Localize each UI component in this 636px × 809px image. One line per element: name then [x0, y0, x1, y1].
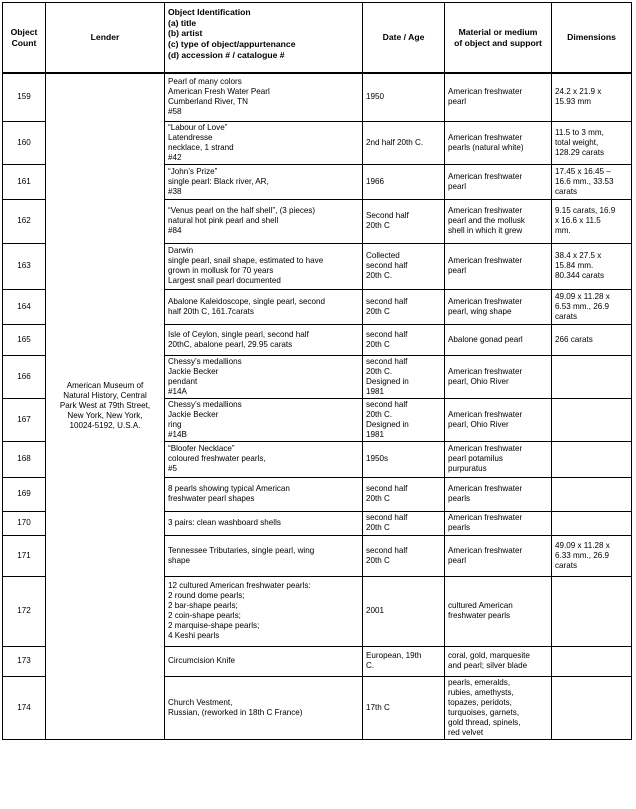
date-line: 20th C. [366, 271, 393, 280]
dimensions-line: carats [555, 186, 578, 196]
material-cell [445, 73, 552, 121]
object-identification-cell [165, 511, 363, 535]
ident-line: “John’s Prize” [168, 166, 218, 176]
material-line: rubies, amethysts, [448, 687, 514, 697]
material-line: American freshwater [448, 171, 523, 181]
material-cell [445, 289, 552, 324]
material-line: American freshwater [448, 513, 523, 522]
object-count-cell: 173 [3, 646, 46, 676]
material-line: pearls [448, 523, 471, 532]
lender-line: Natural History, Central [63, 391, 147, 401]
ident-line: 2 marquise-shape pearls; [168, 621, 260, 630]
date-age-cell [363, 289, 445, 324]
date-line: Collected [366, 251, 400, 260]
ident-line: coloured freshwater pearls, [168, 454, 266, 463]
object-identification-cell [165, 398, 363, 441]
ident-line: grown in mollusk for 70 years [168, 266, 274, 275]
dimensions-cell [552, 164, 632, 199]
header-line: (c) type of object/appurtenance [168, 39, 296, 50]
material-line: Abalone gonad pearl [448, 334, 523, 344]
lender-line: New York, New York, [67, 411, 143, 421]
object-identification-cell [165, 355, 363, 398]
material-cell [445, 121, 552, 164]
table-row [3, 73, 632, 121]
object-identification-cell [165, 164, 363, 199]
header-line: Object Identification [168, 7, 251, 17]
date-line: 17th C [366, 702, 390, 712]
date-line: 20th C. [366, 366, 393, 376]
dimensions-line: 24.2 x 21.9 x [555, 87, 602, 97]
lender-line: Park West at 79th Street, [59, 401, 151, 411]
date-line: European, 19th [366, 651, 422, 660]
object-identification-cell [165, 199, 363, 243]
object-identification-cell [165, 121, 363, 164]
header-line: (a) title [168, 17, 197, 28]
date-line: 1981 [366, 386, 385, 396]
material-cell [445, 676, 552, 739]
date-line: second half [366, 399, 408, 409]
object-count-cell: 169 [3, 477, 46, 511]
header-date-age: Date / Age [363, 3, 445, 74]
material-line: cultured American [448, 601, 513, 610]
object-count-cell: 162 [3, 199, 46, 243]
material-cell [445, 355, 552, 398]
material-line: pearls, emeralds, [448, 677, 511, 687]
ident-line: single pearl: Black river, AR, [168, 176, 269, 186]
date-line: 20th C [366, 555, 390, 565]
date-line: 1966 [366, 176, 385, 186]
dimensions-cell [552, 73, 632, 121]
header-line: of object and support [454, 37, 542, 48]
header-material [445, 3, 552, 74]
date-line: 20th C. [366, 409, 393, 419]
dimensions-line: 15.84 mm. [555, 261, 594, 270]
ident-line: 2 round dome pearls; [168, 591, 245, 600]
header-object-identification [165, 3, 363, 74]
dimensions-cell [552, 576, 632, 646]
material-line: purpuratus [448, 464, 487, 473]
material-cell [445, 398, 552, 441]
ident-line: #5 [168, 464, 178, 473]
material-line: shell in which it grew [448, 226, 523, 235]
dimensions-line: 9.15 carats, 16.9 [555, 206, 616, 215]
dimensions-line: carats [555, 560, 578, 570]
object-identification-cell [165, 676, 363, 739]
dimensions-cell [552, 676, 632, 739]
material-line: pearl potamilus [448, 454, 503, 463]
date-age-cell [363, 398, 445, 441]
header-row [3, 3, 632, 74]
ident-line: shape [168, 555, 191, 565]
date-line: second half [366, 484, 408, 493]
ident-line: pendant [168, 376, 198, 386]
ident-line: Largest snail pearl documented [168, 276, 281, 285]
dimensions-line: 38.4 x 27.5 x [555, 251, 602, 260]
date-age-cell [363, 121, 445, 164]
material-line: turquoises, garnets, [448, 707, 520, 717]
dimensions-line: 11.5 to 3 mm, [555, 127, 604, 137]
header-dimensions: Dimensions [552, 3, 632, 74]
dimensions-line: 128.29 carats [555, 147, 605, 157]
date-age-cell [363, 355, 445, 398]
ident-line: 2 coin-shape pearls; [168, 611, 241, 620]
object-count-cell: 172 [3, 576, 46, 646]
ident-line: half 20th C, 161.7carats [168, 306, 254, 316]
material-line: American freshwater [448, 366, 523, 376]
date-line: 2001 [366, 606, 385, 615]
material-line: pearl, Ohio River [448, 419, 509, 429]
material-line: coral, gold, marquesite [448, 651, 530, 660]
ident-line: 3 pairs: clean washboard shells [168, 518, 281, 527]
object-identification-cell [165, 576, 363, 646]
material-line: American freshwater [448, 206, 523, 215]
object-identification-cell [165, 646, 363, 676]
dimensions-cell [552, 511, 632, 535]
date-line: second half [366, 329, 408, 339]
material-line: and pearl; silver blade [448, 661, 528, 670]
ident-line: Tennessee Tributaries, single pearl, wing [168, 545, 315, 555]
dimensions-line: carats [555, 311, 578, 321]
lender-line: American Museum of [66, 381, 144, 391]
dimensions-cell [552, 121, 632, 164]
lender-cell [46, 73, 165, 739]
material-line: pearl [448, 97, 466, 107]
material-line: pearl, Ohio River [448, 376, 509, 386]
material-line: American freshwater [448, 444, 523, 453]
material-line: pearl, wing shape [448, 306, 512, 316]
header-line: Material or medium [458, 26, 538, 37]
header-object-count: Object Count [3, 3, 46, 74]
dimensions-line: 17.45 x 16.45 – [555, 166, 611, 176]
ident-line: Darwin [168, 246, 194, 255]
ident-line: Cumberland River, TN [168, 97, 248, 107]
ident-line: Abalone Kaleidoscope, single pearl, second [168, 296, 326, 306]
ident-line: #42 [168, 152, 182, 162]
date-age-cell [363, 164, 445, 199]
material-cell [445, 646, 552, 676]
date-age-cell [363, 646, 445, 676]
dimensions-cell [552, 355, 632, 398]
material-cell [445, 535, 552, 576]
object-count-cell: 161 [3, 164, 46, 199]
header-lender: Lender [46, 3, 165, 74]
date-line: Designed in [366, 376, 409, 386]
dimensions-cell [552, 289, 632, 324]
dimensions-cell [552, 477, 632, 511]
material-cell [445, 576, 552, 646]
ident-line: 2 bar-shape pearls; [168, 601, 238, 610]
ident-line: Jackie Becker [168, 366, 219, 376]
ident-line: necklace, 1 strand [168, 142, 234, 152]
ident-line: Isle of Ceylon, single pearl, second half [168, 329, 309, 339]
object-count-cell: 165 [3, 324, 46, 355]
material-line: gold thread, spinels, [448, 717, 521, 727]
object-count-cell: 160 [3, 121, 46, 164]
date-age-cell [363, 535, 445, 576]
object-count-cell: 171 [3, 535, 46, 576]
date-age-cell [363, 324, 445, 355]
object-identification-cell [165, 289, 363, 324]
date-age-cell [363, 676, 445, 739]
date-line: 20th C [366, 221, 390, 230]
material-cell [445, 477, 552, 511]
ident-line: Russian, (reworked in 18th C France) [168, 707, 303, 717]
material-line: American freshwater [448, 545, 523, 555]
dimensions-line: 49.09 x 11.28 x [555, 291, 610, 301]
dimensions-cell [552, 199, 632, 243]
material-line: American freshwater [448, 132, 523, 142]
material-line: American freshwater [448, 87, 523, 97]
date-line: second half [366, 356, 408, 366]
ident-line: 12 cultured American freshwater pearls: [168, 581, 311, 590]
material-line: pearl [448, 266, 466, 275]
ident-line: #14A [168, 386, 187, 396]
dimensions-line: 6.53 mm., 26.9 [555, 301, 609, 311]
date-line: 1981 [366, 429, 385, 439]
material-cell [445, 511, 552, 535]
date-line: 20th C [366, 523, 390, 532]
dimensions-line: 6.33 mm., 26.9 [555, 550, 609, 560]
date-age-cell [363, 576, 445, 646]
dimensions-line: 15.93 mm [555, 97, 591, 107]
material-cell [445, 243, 552, 289]
date-line: second half [366, 261, 408, 270]
date-line: second half [366, 513, 408, 522]
material-line: freshwater pearls [448, 611, 511, 620]
ident-line: Church Vestment, [168, 697, 233, 707]
object-count-cell: 170 [3, 511, 46, 535]
object-count-cell: 166 [3, 355, 46, 398]
date-line: 20th C [366, 494, 390, 503]
ident-line: Latendresse [168, 132, 213, 142]
dimensions-cell [552, 243, 632, 289]
date-line: 1950 [366, 92, 385, 102]
dimensions-cell [552, 324, 632, 355]
date-age-cell [363, 477, 445, 511]
date-age-cell [363, 73, 445, 121]
object-count-cell: 159 [3, 73, 46, 121]
date-age-cell [363, 441, 445, 477]
object-count-cell: 163 [3, 243, 46, 289]
date-line: C. [366, 661, 375, 670]
date-line: 2nd half 20th C. [366, 137, 424, 147]
object-count-cell: 167 [3, 398, 46, 441]
date-age-cell [363, 243, 445, 289]
material-cell [445, 441, 552, 477]
material-line: American freshwater [448, 256, 523, 265]
date-line: Second half [366, 211, 409, 220]
date-line: 20th C [366, 339, 390, 349]
material-cell [445, 164, 552, 199]
dimensions-line: 80.344 carats [555, 271, 605, 280]
ident-line: Chessy’s medallions [168, 356, 242, 366]
header-line: (b) artist [168, 28, 203, 39]
object-count-cell: 164 [3, 289, 46, 324]
dimensions-cell [552, 535, 632, 576]
ident-line: American Fresh Water Pearl [168, 87, 270, 97]
ident-line: #84 [168, 226, 182, 235]
date-age-cell [363, 199, 445, 243]
ident-line: “Labour of Love” [168, 122, 228, 132]
object-identification-cell [165, 324, 363, 355]
date-line: 20th C [366, 306, 390, 316]
material-line: American freshwater [448, 296, 523, 306]
material-line: pearls [448, 494, 471, 503]
ident-line: 4 Keshi pearls [168, 631, 220, 640]
dimensions-line: total weight, [555, 137, 599, 147]
material-cell [445, 199, 552, 243]
ident-line: 8 pearls showing typical American [168, 484, 290, 493]
ident-line: Circumcision Knife [168, 656, 236, 665]
ident-line: #38 [168, 186, 182, 196]
material-line: pearls (natural white) [448, 142, 524, 152]
ident-line: single pearl, snail shape, estimated to have [168, 256, 324, 265]
date-line: second half [366, 545, 408, 555]
lender-line: 10024-5192, U.S.A. [69, 421, 141, 431]
material-line: pearl [448, 181, 466, 191]
date-line: 1950s [366, 454, 389, 463]
ident-line: Chessy’s medallions [168, 399, 242, 409]
dimensions-line: 266 carats [555, 334, 593, 344]
object-identification-cell [165, 243, 363, 289]
dimensions-line: mm. [555, 226, 571, 235]
ident-line: 20thC, abalone pearl, 29.95 carats [168, 339, 293, 349]
date-line: second half [366, 296, 408, 306]
ident-line: natural hot pink pearl and shell [168, 216, 279, 225]
material-line: pearl [448, 555, 466, 565]
object-count-cell: 168 [3, 441, 46, 477]
ident-line: #14B [168, 429, 187, 439]
object-identification-cell [165, 477, 363, 511]
material-line: red velvet [448, 727, 484, 737]
date-line: Designed in [366, 419, 409, 429]
material-line: American freshwater [448, 484, 523, 493]
material-line: pearl and the mollusk [448, 216, 525, 225]
ident-line: #58 [168, 107, 182, 117]
dimensions-line: 49.09 x 11.28 x [555, 540, 610, 550]
loan-objects-table [2, 2, 632, 740]
ident-line: freshwater pearl shapes [168, 494, 255, 503]
ident-line: Jackie Becker [168, 409, 219, 419]
ident-line: Pearl of many colors [168, 77, 242, 87]
dimensions-line: x 16.6 x 11.5 [555, 216, 601, 225]
material-line: topazes, peridots, [448, 697, 512, 707]
dimensions-cell [552, 646, 632, 676]
material-cell [445, 324, 552, 355]
header-line: (d) accession # / catalogue # [168, 49, 285, 60]
ident-line: “Venus pearl on the half shell”, (3 pieces) [168, 206, 316, 215]
date-age-cell [363, 511, 445, 535]
dimensions-cell [552, 441, 632, 477]
object-identification-cell [165, 441, 363, 477]
dimensions-line: 16.6 mm., 33.53 [555, 176, 614, 186]
ident-line: ring [168, 419, 182, 429]
material-line: American freshwater [448, 409, 523, 419]
object-identification-cell [165, 73, 363, 121]
object-count-cell: 174 [3, 676, 46, 739]
object-identification-cell [165, 535, 363, 576]
dimensions-cell [552, 398, 632, 441]
ident-line: “Bloofer Necklace” [168, 444, 235, 453]
